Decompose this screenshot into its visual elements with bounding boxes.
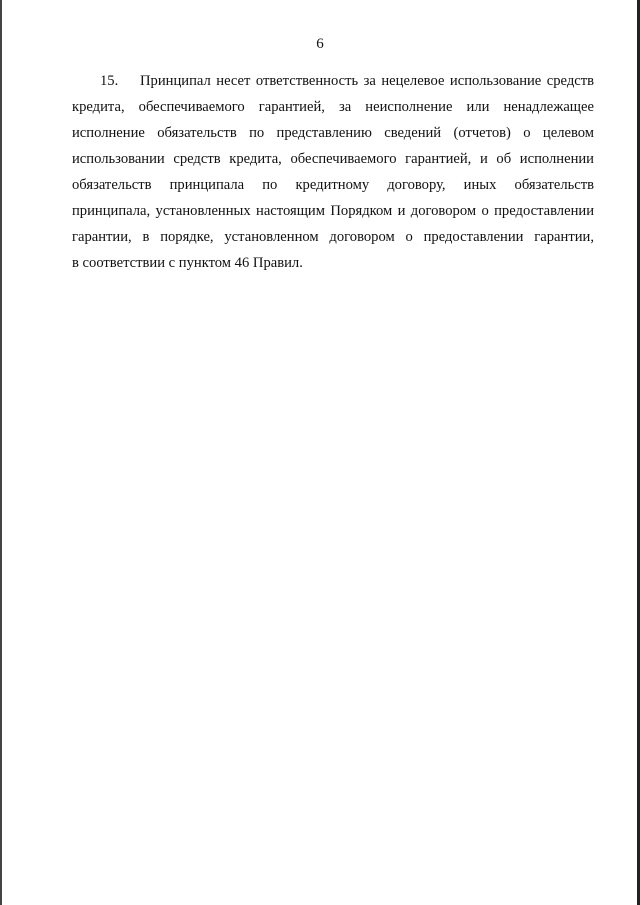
paragraph-number: 15. [100, 73, 119, 89]
paragraph-line: принципала, установленных настоящим Порядком и договором о предоставлении [72, 203, 594, 219]
scan-edge-left [0, 0, 2, 905]
paragraph-line: использовании средств кредита, обеспечиваемого гарантией, и об исполнении [72, 151, 594, 167]
paragraph-line: кредита, обеспечиваемого гарантией, за неисполнение или ненадлежащее [72, 99, 594, 115]
paragraph-line [72, 68, 594, 94]
paragraph-15 [72, 68, 594, 276]
paragraph-line: гарантии, в порядке, установленном договором о предоставлении гарантии, [72, 229, 594, 245]
paragraph-line-text: Принципал несет ответственность за нецелевое использование средств [140, 73, 594, 89]
paragraph-line: в соответствии с пунктом 46 Правил. [72, 255, 303, 271]
page-number: 6 [316, 36, 324, 52]
paragraph-line: исполнение обязательств по представлению сведений (отчетов) о целевом [72, 125, 594, 141]
paragraph-line: обязательств принципала по кредитному договору, иных обязательств [72, 177, 594, 193]
